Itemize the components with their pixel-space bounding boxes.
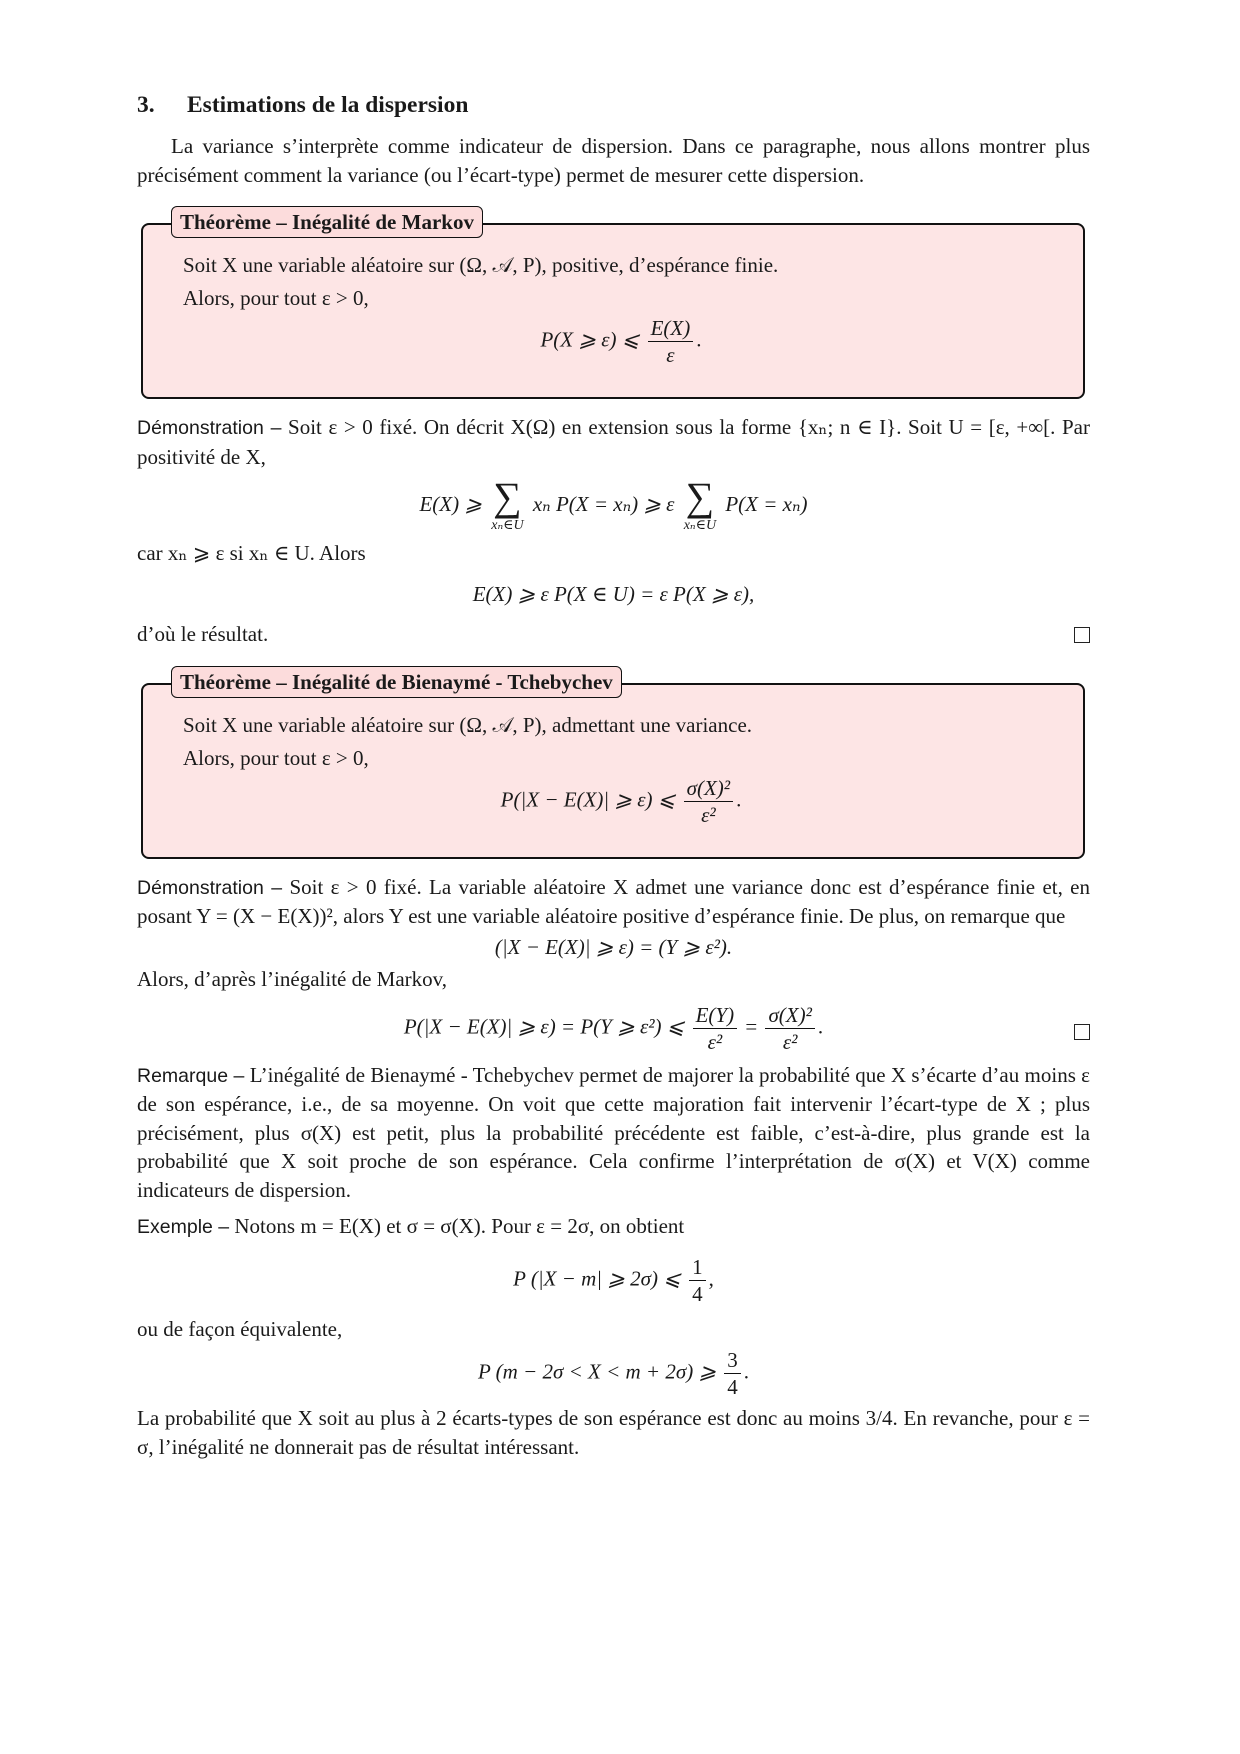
markov-fraction-numerator: E(X) xyxy=(648,315,694,342)
proof-bienayme-formula1: (|X − E(X)| ⩾ ε) = (Y ⩾ ε²). xyxy=(494,934,733,959)
proof-markov-end: d’où le résultat. xyxy=(137,622,269,646)
markov-fraction xyxy=(648,315,694,368)
example-fraction-2 xyxy=(724,1347,741,1400)
sum-formula-term2: P(X = xₙ) xyxy=(725,491,808,516)
theorem-markov-box xyxy=(141,210,1085,399)
sum-1-subscript: xₙ∈U xyxy=(491,518,524,533)
bienayme-proof-fraction-1 xyxy=(693,1002,738,1055)
theorem-bienayme-formula: P(|X − E(X)| ⩾ ε) ⩽ $\frac{\text{σ(X)²}}{\text{ε²}}$ . xyxy=(500,775,742,827)
bienayme-fraction-numerator: σ(X)² xyxy=(684,775,733,802)
example-fraction-2-numerator: 3 xyxy=(724,1347,741,1374)
example-text: Notons m = E(X) et σ = σ(X). Pour ε = 2σ, on obtient xyxy=(234,1214,685,1238)
qed-square-icon xyxy=(1074,1024,1090,1040)
sum-formula-term1: xₙ P(X = xₙ) ⩾ ε xyxy=(532,491,675,516)
theorem-bienayme-title: Théorème – Inégalité de Bienaymé - Tchebychev xyxy=(171,666,622,698)
bienayme-proof-fraction-2 xyxy=(765,1002,814,1055)
theorem-bienayme-box xyxy=(141,669,1085,859)
example-conclusion: La probabilité que X soit au plus à 2 écarts-types de son espérance est donc au moins 3/4. En revanche, pour ε = σ, l’inégalité ne donnerait pas de résultat intéressant. xyxy=(137,1406,1090,1459)
example-fraction-1-denominator: 4 xyxy=(692,1281,703,1306)
proof-bienayme-label: Démonstration – xyxy=(137,876,283,899)
proof-markov xyxy=(137,413,1090,649)
example-formula-2-lhs: P (m − 2σ < X < m + 2σ) ⩾ xyxy=(477,1359,717,1384)
proof-bienayme xyxy=(137,873,1090,1055)
sum-formula-lhs: E(X) ⩾ xyxy=(419,491,482,516)
markov-fraction-denominator: ε xyxy=(666,343,675,367)
remark-text: L’inégalité de Bienaymé - Tchebychev permet de majorer la probabilité que X s’écarte d’au moins ε de son espérance, i.e., de sa moyenne. On voit que cette majoration fait intervenir l’écart-type de X ; plus précisément, plus σ(X) est petit, plus la probabilité précédente est faible, c’est-à-dire, plus grande est la probabilité que X soit proche de son espérance. Cela confirme l’interprétation de σ(X) et V(X) comme indicateurs de dispersion. xyxy=(137,1062,1091,1202)
proof-markov-formula2: E(X) ⩾ ε P(X ∈ U) = ε P(X ⩾ ε), xyxy=(472,581,755,606)
bienayme-proof-fraction-1-denominator: ε² xyxy=(707,1029,723,1054)
proof-markov-sum-formula xyxy=(137,474,1090,535)
example-fraction-1-numerator: 1 xyxy=(689,1254,706,1281)
example-middle: ou de façon équivalente, xyxy=(137,1316,343,1341)
bienayme-proof-formula-lhs: P(|X − E(X)| ⩾ ε) = P(Y ⩾ ε²) ⩽ xyxy=(403,1013,685,1038)
section-title: Estimations de la dispersion xyxy=(187,92,469,118)
theorem-bienayme-line1: Soit X une variable aléatoire sur (Ω, 𝒜, P), admettant une variance. xyxy=(183,712,753,737)
remark-label: Remarque – xyxy=(137,1064,245,1087)
markov-formula-lhs: P(X ⩾ ε) ⩽ xyxy=(540,327,640,352)
proof-bienayme-text: Soit ε > 0 fixé. La variable aléatoire X admet une variance donc est d’espérance finie et, en posant Y = (X − E(X))², alors Y est une variable aléatoire positive d’espérance finie. De plus, on remarque que xyxy=(137,874,1090,928)
proof-markov-label: Démonstration – xyxy=(137,417,282,439)
sum-symbol-1: ∑ xₙ∈U xyxy=(491,474,524,533)
example-block xyxy=(137,1212,1090,1461)
bienayme-proof-fraction-2-numerator: σ(X)² xyxy=(765,1002,814,1029)
sum-symbol-2: ∑ xₙ∈U xyxy=(683,474,717,533)
bienayme-proof-fraction-1-numerator: E(Y) xyxy=(693,1002,738,1029)
theorem-markov-formula: P(X ⩾ ε) ⩽ $\frac{E(X)}{\varepsilon}$ . xyxy=(540,316,702,367)
bienayme-fraction-denominator: ε² xyxy=(701,802,716,827)
proof-markov-text: Soit ε > 0 fixé. On décrit X(Ω) en extension sous la forme {xₙ; n ∈ I}. Soit U = [ε, +∞[. Par positivité de X, xyxy=(137,415,1090,469)
section-heading xyxy=(137,90,1090,120)
example-fraction-2-denominator: 4 xyxy=(727,1375,738,1399)
theorem-markov-line1: Soit X une variable aléatoire sur (Ω, 𝒜, P), positive, d’espérance finie. xyxy=(183,253,779,277)
example-fraction-1 xyxy=(689,1254,706,1307)
bienayme-fraction xyxy=(684,775,733,828)
page-content xyxy=(137,90,1090,1461)
example-label: Exemple – xyxy=(137,1216,230,1238)
example-formula-1-lhs: P (|X − m| ⩾ 2σ) ⩽ xyxy=(513,1265,681,1290)
proof-markov-after: car xₙ ⩾ ε si xₙ ∈ U. Alors xyxy=(137,541,366,565)
bienayme-formula-lhs: P(|X − E(X)| ⩾ ε) ⩽ xyxy=(500,786,676,811)
example-formula-2: P (m − 2σ < X < m + 2σ) ⩾ $\frac{3}{4}$ . xyxy=(477,1348,750,1399)
proof-bienayme-formula2: P(|X − E(X)| ⩾ ε) = P(Y ⩾ ε²) ⩽ $\frac{E(Y)}{\text{ε²}}$ = $\frac{\text{σ(X)²}}{\text{ε²}}$ . xyxy=(137,1002,1090,1055)
intro-paragraph: La variance s’interprète comme indicateur de dispersion. Dans ce paragraphe, nous allons montrer plus précisément comment la variance (ou l’écart-type) permet de mesurer cette dispersion. xyxy=(137,134,1090,187)
bienayme-proof-equals: = xyxy=(745,1013,758,1038)
qed-square-icon xyxy=(1074,627,1090,643)
theorem-bienayme-line2: Alors, pour tout ε > 0, xyxy=(183,745,369,770)
proof-markov-end-line xyxy=(137,620,1090,649)
proof-bienayme-text2: Alors, d’après l’inégalité de Markov, xyxy=(137,967,448,991)
theorem-markov-line2: Alors, pour tout ε > 0, xyxy=(183,286,369,310)
sum-2-subscript: xₙ∈U xyxy=(683,518,717,533)
section-number: 3. xyxy=(137,92,155,118)
theorem-markov-title: Théorème – Inégalité de Markov xyxy=(171,206,483,238)
example-formula-1: P (|X − m| ⩾ 2σ) ⩽ $\frac{1}{4}$ , xyxy=(513,1254,714,1306)
bienayme-proof-fraction-2-denominator: ε² xyxy=(782,1029,798,1054)
remark-paragraph xyxy=(137,1061,1090,1205)
